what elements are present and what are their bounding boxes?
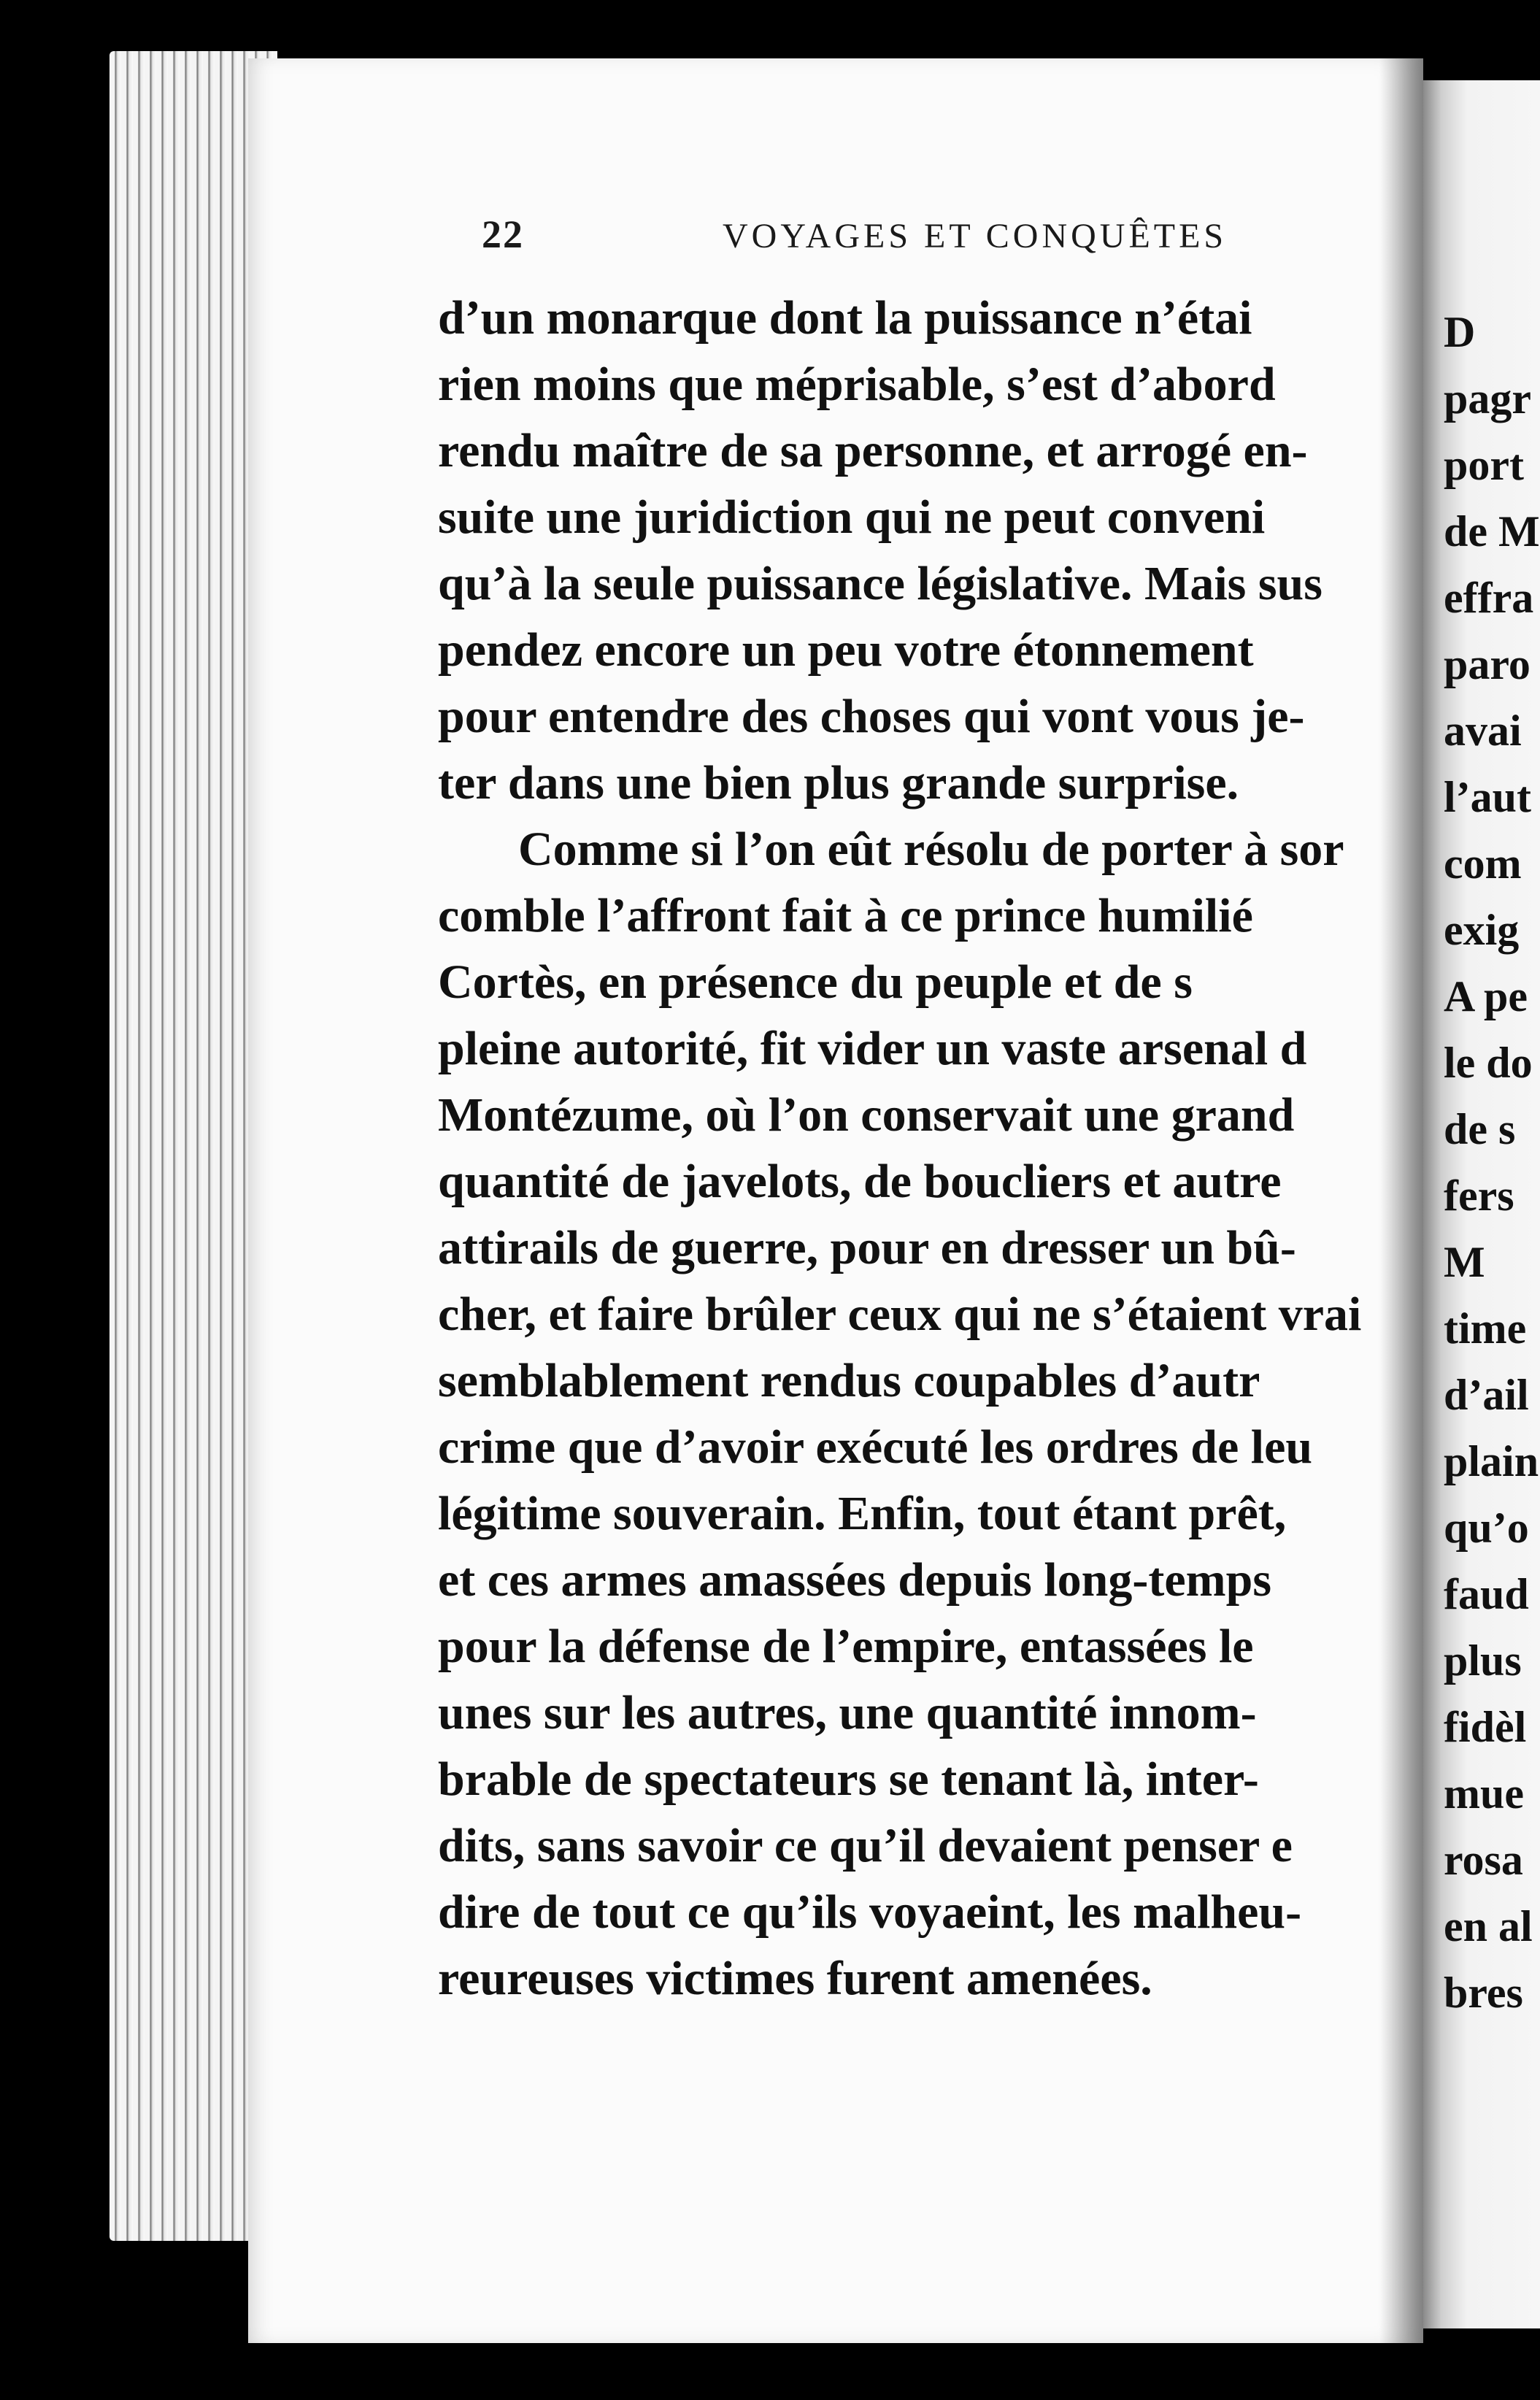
text-line: rendu maître de sa personne, et arrogé en-: [438, 424, 1308, 477]
text-line: Cortès, en présence du peuple et de s: [438, 955, 1193, 1009]
facing-line: en al: [1444, 1902, 1533, 1950]
page-number: 22: [482, 212, 524, 256]
facing-line: d’ail: [1444, 1371, 1529, 1419]
text-line: pour la défense de l’empire, entassées le: [438, 1620, 1254, 1673]
text-line: et ces armes amassées depuis long-temps: [438, 1553, 1272, 1607]
facing-line: port: [1444, 441, 1524, 489]
text-line: Montézume, où l’on conservait une grand: [438, 1088, 1295, 1142]
facing-line: effra: [1444, 574, 1534, 622]
facing-line: time: [1444, 1304, 1527, 1353]
facing-line: plain: [1444, 1437, 1539, 1485]
facing-line: fidèl: [1444, 1703, 1527, 1751]
text-line: pour entendre des choses qui vont vous je-: [438, 690, 1305, 743]
facing-line: l’aut: [1444, 773, 1531, 821]
facing-line: fers: [1444, 1172, 1514, 1220]
facing-page-text: [1444, 299, 1540, 2026]
paragraph-start-line: Comme si l’on eût résolu de porter à sor: [518, 823, 1344, 876]
text-line: crime que d’avoir exécuté les ordres de leu: [438, 1420, 1313, 1474]
text-line: suite une juridiction qui ne peut conveni: [438, 491, 1266, 544]
text-line: rien moins que méprisable, s’est d’abord: [438, 358, 1276, 411]
facing-line: bres: [1444, 1969, 1523, 2017]
text-line: pendez encore un peu votre étonnement: [438, 623, 1254, 677]
facing-line: mue: [1444, 1769, 1524, 1818]
text-line: unes sur les autres, une quantité innom-: [438, 1686, 1257, 1739]
running-header: [482, 212, 1263, 270]
facing-line: M: [1444, 1238, 1485, 1286]
text-line: dits, sans savoir ce qu’il devaient penser e: [438, 1819, 1293, 1872]
text-line: cher, et faire brûler ceux qui ne s’étaient vrai: [438, 1288, 1362, 1341]
facing-line: le do: [1444, 1039, 1533, 1087]
text-line: pleine autorité, fit vider un vaste arsenal d: [438, 1022, 1307, 1075]
text-line: qu’à la seule puissance législative. Mais sus: [438, 557, 1323, 610]
text-line: ter dans une bien plus grande surprise.: [438, 756, 1239, 809]
text-line: semblablement rendus coupables d’autr: [438, 1354, 1260, 1407]
text-line: brable de spectateurs se tenant là, inter-: [438, 1753, 1259, 1806]
facing-line: qu’o: [1444, 1504, 1529, 1552]
facing-line: de M: [1444, 507, 1540, 555]
facing-line: paro: [1444, 640, 1531, 688]
facing-line: de s: [1444, 1105, 1516, 1153]
facing-line: D: [1444, 308, 1476, 356]
text-line: reureuses victimes furent amenées.: [438, 1952, 1152, 2005]
text-line: d’un monarque dont la puissance n’étai: [438, 291, 1252, 345]
running-title: VOYAGES ET CONQUÊTES: [723, 217, 1228, 255]
body-text: [438, 285, 1416, 2012]
facing-line: com: [1444, 839, 1522, 888]
facing-line: A pe: [1444, 972, 1528, 1020]
facing-line: exig: [1444, 906, 1520, 954]
text-line: légitime souverain. Enfin, tout étant prêt,: [438, 1487, 1287, 1540]
facing-line: plus: [1444, 1636, 1522, 1685]
text-line: dire de tout ce qu’ils voyaeint, les malheu-: [438, 1885, 1302, 1939]
text-line: quantité de javelots, de boucliers et autre: [438, 1155, 1282, 1208]
text-line: attirails de guerre, pour en dresser un bû-: [438, 1221, 1296, 1274]
facing-line: rosa: [1444, 1836, 1523, 1884]
facing-line: avai: [1444, 707, 1522, 755]
facing-line: pagr: [1444, 374, 1531, 423]
facing-line: faud: [1444, 1570, 1529, 1618]
text-line: comble l’affront fait à ce prince humilié: [438, 889, 1253, 942]
